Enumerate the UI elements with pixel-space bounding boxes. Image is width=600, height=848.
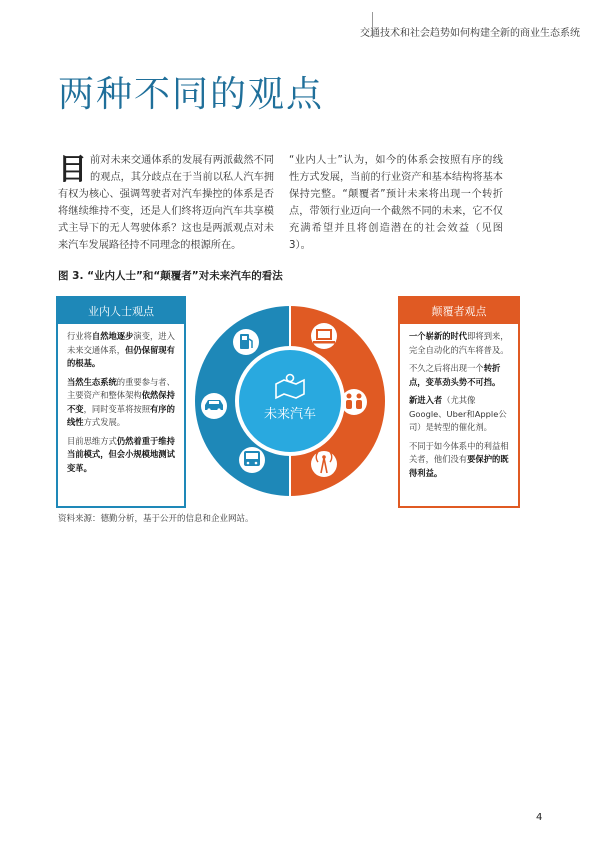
car-icon [201,393,227,419]
emphasis-text: 但仍保留现有的根基。 [67,344,175,368]
emphasis-text: 仍然着重于维持当前模式，但会小规模地测试变革。 [67,435,175,473]
emphasis-text: 当然生态系统 [67,376,117,387]
insiders-panel-title: 业内人士观点 [58,298,184,324]
center-circle [237,348,343,454]
panel-paragraph [67,435,178,476]
intro-right-column: “业内人士”认为，如今的体系会按照有序的线性方式发展，当前的行业资产和基本结构将基本保持完整。“颠覆者”预计未来将出现一个转折点，带领行业迈向一个截然不同的未来，它不仅充满希望并且将创造潜在的社会效益（见图 3）。 [289,155,503,251]
people-icon [341,389,367,415]
future-car-diagram [184,294,396,508]
insiders-panel-body [58,324,184,475]
panel-paragraph [67,330,178,371]
panel-text: 不久之后将出现一个 [409,363,484,373]
figure-caption: 图 3. “业内人士”和“颠覆者”对未来汽车的看法 [58,270,283,282]
emphasis-text: 要保护的既得利益。 [409,454,509,478]
panel-paragraph [409,362,512,389]
source-note: 资料来源：德勤分析，基于公开的信息和企业网站。 [58,514,254,524]
emphasis-text: 新进入者 [409,395,443,405]
panel-text: 演变，进入未来交通体系， [67,331,175,355]
insiders-panel [56,296,186,508]
bus-icon [239,447,265,473]
panel-text: （尤其像Google、Uber和Apple公司）是转型的催化剂。 [409,395,507,432]
page-number: 4 [536,812,543,823]
disruptors-panel [398,296,520,508]
panel-paragraph [67,376,178,430]
panel-paragraph [409,394,512,435]
panel-text: 行业将 [67,331,92,341]
intro-left-column [58,152,274,254]
panel-text: 不同于如今体系中的利益相关者，他们没有 [409,440,509,464]
fuel-pump-icon [233,329,259,355]
emphasis-text: 转折点，变革劲头势不可挡。 [409,363,501,387]
signal-tower-icon [311,451,337,477]
laptop-icon [311,323,337,349]
panel-paragraph [409,440,512,481]
panel-text: 目前思维方式 [67,435,117,446]
disruptors-panel-body [400,324,518,480]
panel-text: ，同时变革将按照 [83,403,150,414]
emphasis-text: 依然保持不变 [67,390,175,414]
panel-text: 方式发展。 [83,417,126,427]
running-header: 交通技术和社会趋势如何构建全新的商业生态系统 [360,28,580,39]
intro-left-text: 前对未来交通体系的发展有两派截然不同的观点，其分歧点在于当前以私人汽车拥有权为核心、强调驾驶者对汽车操控的体系是否将继续维持不变，还是人们终将迈向汽车共享模式主导下的无人驾驶体系？这也是两派观点对未来汽车发展路径持不同理念的根源所在。 [58,155,274,251]
page-title: 两种不同的观点 [58,74,325,115]
drop-cap: 目 [58,152,88,186]
disruptors-panel-title: 颠覆者观点 [400,298,518,324]
panel-text: 即将到来，完全自动化的汽车将普及。 [409,331,509,355]
center-label: 未来汽车 [263,407,317,422]
emphasis-text: 一个崭新的时代 [409,331,468,341]
panel-paragraph [409,330,512,357]
emphasis-text: 有序的线性 [67,403,175,427]
panel-text: 的重要参与者、主要资产和整体架构 [67,376,175,400]
emphasis-text: 自然地逐步 [91,331,134,341]
